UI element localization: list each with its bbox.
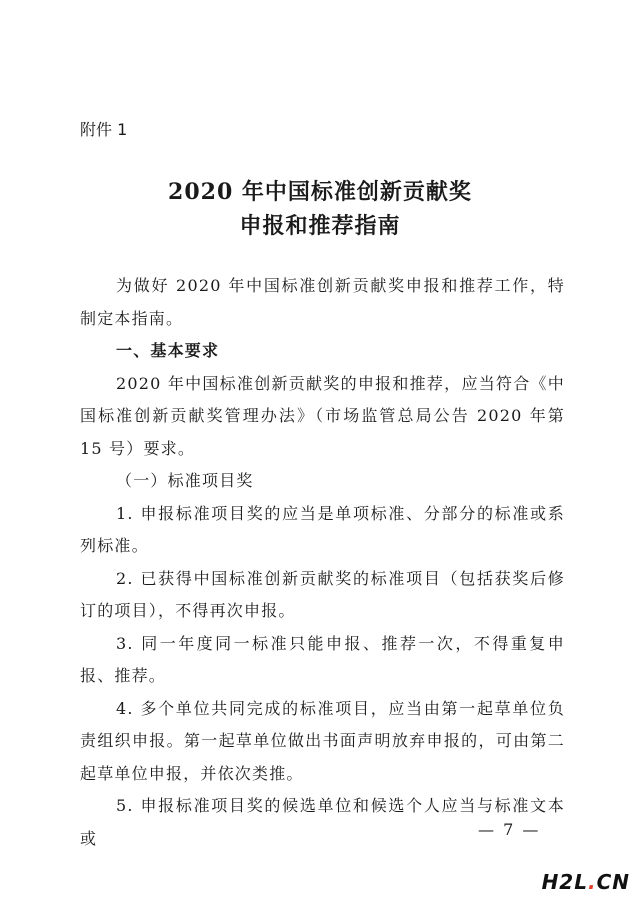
body-paragraph: 2020 年中国标准创新贡献奖的申报和推荐，应当符合《中国标准创新贡献奖管理办法》（市场监管总局公告 2020 年第 15 号）要求。 (80, 373, 565, 458)
subsection-heading-standard-project-award: （一）标准项目奖 (116, 471, 254, 490)
document-title-line2: 申报和推荐指南 (239, 213, 401, 239)
section-heading-basic-requirements: 一、基本要求 (116, 341, 220, 360)
page-number: — 7 — (478, 820, 541, 839)
list-item-5: 5. 申报标准项目奖的候选单位和候选个人应当与标准文本或 (80, 796, 565, 848)
list-item-2: 2. 已获得中国标准创新贡献奖的标准项目（包括获奖后修订的项目），不得再次申报。 (80, 568, 565, 620)
watermark-part-1: H2L (541, 870, 588, 894)
document-body (80, 270, 565, 855)
list-item-3: 3. 同一年度同一标准只能申报、推荐一次，不得重复申报、推荐。 (80, 633, 565, 685)
list-item-1: 1. 申报标准项目奖的应当是单项标准、分部分的标准或系列标准。 (80, 503, 565, 555)
intro-paragraph: 为做好 2020 年中国标准创新贡献奖申报和推荐工作，特制定本指南。 (80, 276, 565, 328)
watermark-part-2: . (587, 870, 597, 894)
watermark-part-3: CN (596, 870, 630, 894)
list-item-4: 4. 多个单位共同完成的标准项目，应当由第一起草单位负责组织申报。第一起草单位做出书面声明放弃申报的，可由第二起草单位申报，并依次类推。 (80, 698, 565, 783)
attachment-label: 附件 1 (80, 120, 128, 139)
document-title-line1: 2020 年中国标准创新贡献奖 (168, 179, 472, 205)
site-watermark-logo (542, 870, 630, 894)
